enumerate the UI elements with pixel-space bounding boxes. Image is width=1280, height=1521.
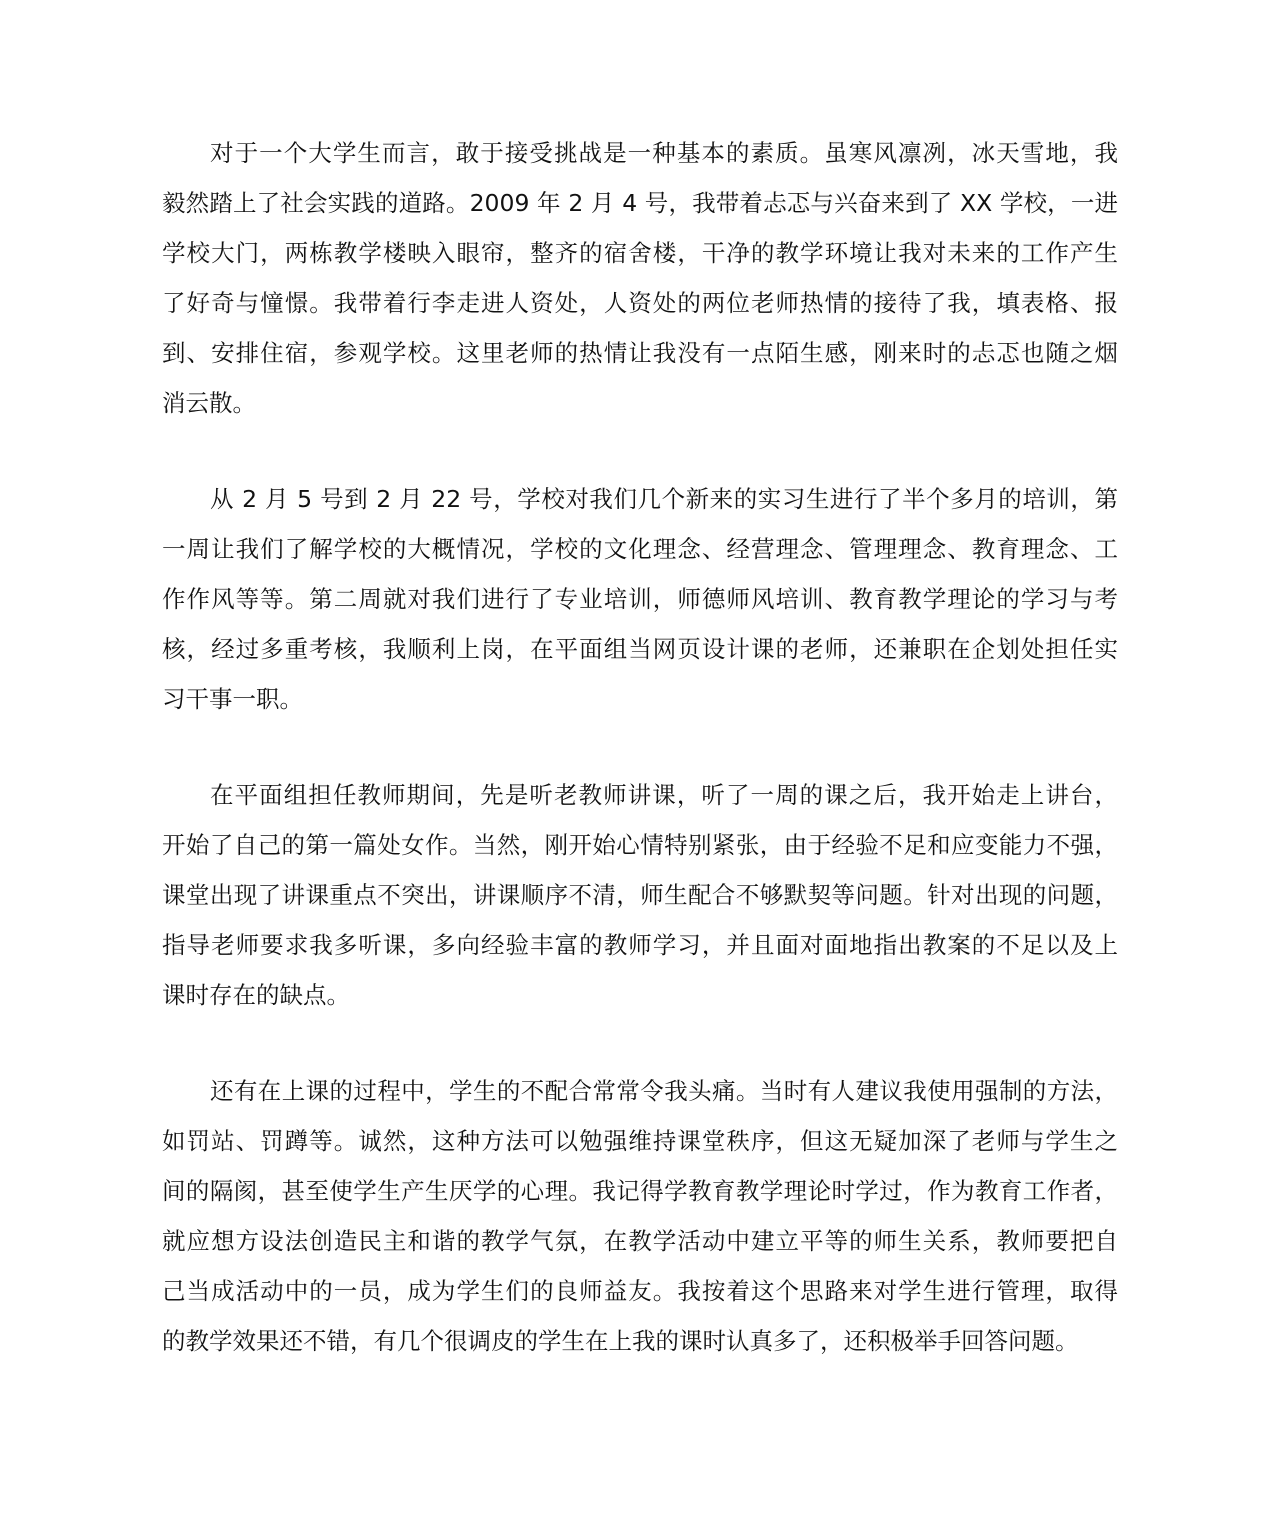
- paragraph: [162, 1066, 1118, 1366]
- text-line: 的教学效果还不错，有几个很调皮的学生在上我的课时认真多了，还积极举手回答问题。: [162, 1327, 1079, 1355]
- text-line: 还有在上课的过程中，学生的不配合常常令我头痛。当时有人建议我使用强制的方法，: [210, 1077, 1118, 1105]
- text-line: 毅然踏上了社会实践的道路。2009 年 2 月 4 号，我带着忐忑与兴奋来到了 XX 学校，一进: [162, 189, 1118, 217]
- paragraph: [162, 474, 1118, 724]
- text-line: 课时存在的缺点。: [162, 981, 350, 1009]
- text-line: 开始了自己的第一篇处女作。当然，刚开始心情特别紧张，由于经验不足和应变能力不强，: [162, 831, 1118, 859]
- text-line: 对于一个大学生而言，敢于接受挑战是一种基本的素质。虽寒风凛冽，冰天雪地，我: [210, 139, 1118, 167]
- text-line: 课堂出现了讲课重点不突出，讲课顺序不清，师生配合不够默契等问题。针对出现的问题，: [162, 881, 1118, 909]
- paragraph: [162, 770, 1118, 1020]
- text-line: 指导老师要求我多听课，多向经验丰富的教师学习，并且面对面地指出教案的不足以及上: [162, 931, 1118, 959]
- text-line: 消云散。: [162, 389, 256, 417]
- text-line: 学校大门，两栋教学楼映入眼帘，整齐的宿舍楼，干净的教学环境让我对未来的工作产生: [162, 239, 1118, 267]
- document-page: [162, 128, 1118, 1412]
- text-line: 了好奇与憧憬。我带着行李走进人资处，人资处的两位老师热情的接待了我，填表格、报: [162, 289, 1118, 317]
- text-line: 己当成活动中的一员，成为学生们的良师益友。我按着这个思路来对学生进行管理，取得: [162, 1277, 1118, 1305]
- text-line: 习干事一职。: [162, 685, 303, 713]
- text-line: 到、安排住宿，参观学校。这里老师的热情让我没有一点陌生感，刚来时的忐忑也随之烟: [162, 339, 1118, 367]
- text-line: 如罚站、罚蹲等。诚然，这种方法可以勉强维持课堂秩序，但这无疑加深了老师与学生之: [162, 1127, 1118, 1155]
- text-line: 一周让我们了解学校的大概情况，学校的文化理念、经营理念、管理理念、教育理念、工: [162, 535, 1118, 563]
- text-line: 从 2 月 5 号到 2 月 22 号，学校对我们几个新来的实习生进行了半个多月的培训，第: [210, 485, 1118, 513]
- text-line: 作作风等等。第二周就对我们进行了专业培训，师德师风培训、教育教学理论的学习与考: [162, 585, 1118, 613]
- text-line: 在平面组担任教师期间，先是听老教师讲课，听了一周的课之后，我开始走上讲台，: [210, 781, 1118, 809]
- text-line: 间的隔阂，甚至使学生产生厌学的心理。我记得学教育教学理论时学过，作为教育工作者，: [162, 1177, 1118, 1205]
- text-line: 核，经过多重考核，我顺利上岗，在平面组当网页设计课的老师，还兼职在企划处担任实: [162, 635, 1118, 663]
- paragraph: [162, 128, 1118, 428]
- text-line: 就应想方设法创造民主和谐的教学气氛，在教学活动中建立平等的师生关系，教师要把自: [162, 1227, 1118, 1255]
